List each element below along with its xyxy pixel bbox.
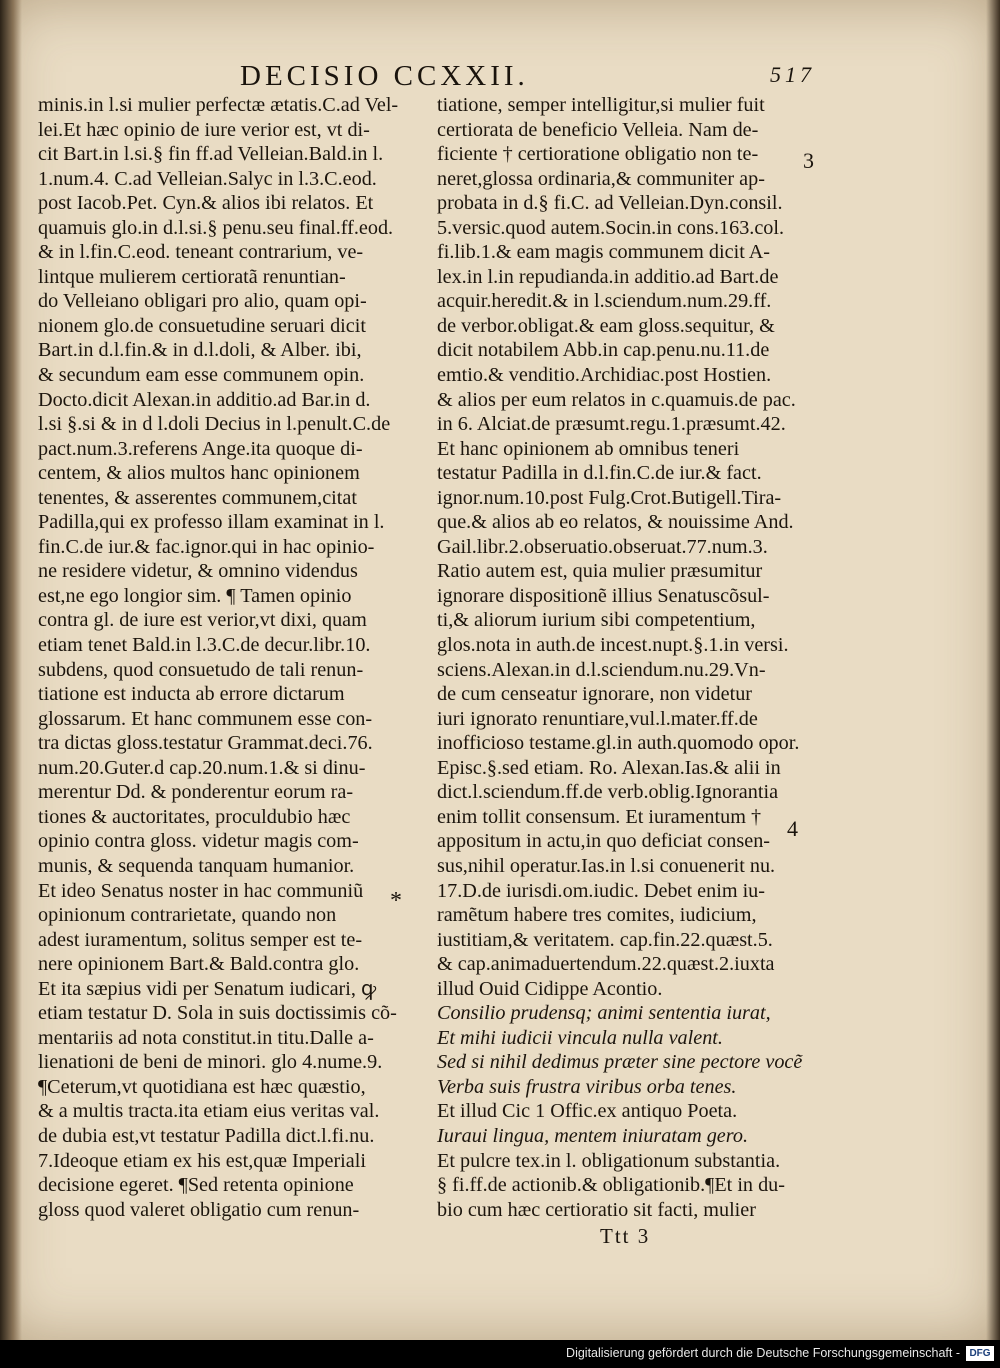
text-line: Consilio prudensq; animi sententia iurat,: [437, 1002, 771, 1025]
text-line: num.20.Guter.d cap.20.num.1.& si dinu-: [38, 756, 366, 779]
text-line: munis, & sequenda tanquam humanior.: [38, 854, 355, 877]
text-line: lintque mulierem certioratã renuntian-: [38, 265, 346, 288]
text-line: merentur Dd. & ponderentur eorum ra-: [38, 781, 354, 804]
right-text-column: [437, 93, 805, 1222]
text-line: certiorata de beneficio Velleia. Nam de-: [437, 118, 759, 141]
text-line: Et hanc opinionem ab omnibus teneri: [437, 437, 740, 460]
text-line: Et illud Cic 1 Offic.ex antiquo Poeta.: [437, 1100, 738, 1123]
scan-left-edge: [0, 0, 22, 1340]
text-line: de dubia est,vt testatur Padilla dict.l.fi.nu.: [38, 1124, 375, 1147]
text-line: ramẽtum habere tres comites, iudicium,: [437, 904, 757, 927]
text-line: Et ideo Senatus noster in hac communiũ: [38, 879, 364, 902]
text-line: adest iuramentum, solitus semper est te-: [38, 928, 363, 951]
text-line: inofficioso testame.gl.in auth.quomodo opor.: [437, 732, 800, 755]
dfg-logo: DFG: [966, 1346, 994, 1361]
text-line: bio cum hæc certioratio sit facti, mulier: [437, 1198, 756, 1221]
text-line: minis.in l.si mulier perfectæ ætatis.C.ad Vel-: [38, 94, 399, 116]
text-line: do Velleiano obligari pro alio, quam opi-: [38, 290, 367, 313]
text-line: tiatione, semper intelligitur,si mulier fuit: [437, 94, 765, 116]
text-line: illud Ouid Cidippe Acontio.: [437, 977, 663, 1000]
margin-note-3: 3: [803, 148, 814, 173]
text-line: probata in d.§ fi.C. ad Velleian.Dyn.consil.: [437, 192, 783, 215]
text-line: lienationi de beni de minori. glo 4.nume.9.: [38, 1051, 383, 1074]
text-line: lei.Et hæc opinio de iure verior est, vt di-: [38, 118, 370, 141]
text-line: Sed si nihil dedimus præter sine pectore vocẽ: [437, 1051, 803, 1074]
text-line: 7.Ideoque etiam ex his est,quæ Imperiali: [38, 1149, 366, 1172]
text-line: que.& alios ab eo relatos, & nouissime And.: [437, 511, 794, 534]
text-line: Verba suis frustra viribus orba tenes.: [437, 1075, 737, 1098]
text-line: lex.in l.in repudianda.in additio.ad Bart.de: [437, 265, 779, 288]
text-line: & cap.animaduertendum.22.quæst.2.iuxta: [437, 953, 775, 976]
text-line: Docto.dicit Alexan.in additio.ad Bar.in d.: [38, 388, 371, 411]
text-line: est,ne ego longior sim. ¶ Tamen opinio: [38, 584, 352, 607]
text-line: de verbor.obligat.& eam gloss.sequitur, &: [437, 314, 775, 337]
text-line: Bart.in d.l.fin.& in d.l.doli, & Alber. ibi,: [38, 339, 362, 362]
text-line: 5.versic.quod autem.Socin.in cons.163.col.: [437, 216, 785, 239]
footer-credit-text: Digitalisierung gefördert durch die Deutsche Forschungsgemeinschaft -: [566, 1346, 960, 1360]
text-line: dicit notabilem Abb.in cap.penu.nu.11.de: [437, 339, 770, 362]
text-line: quamuis glo.in d.l.si.§ penu.seu final.ff.eod.: [38, 216, 394, 239]
text-line: opinionum contrarietate, quando non: [38, 904, 337, 927]
text-line: subdens, quod consuetudo de tali renun-: [38, 658, 364, 681]
text-line: in 6. Alciat.de præsumt.regu.1.præsumt.42.: [437, 413, 786, 436]
text-line: glos.nota in auth.de incest.nupt.§.1.in versi.: [437, 634, 789, 657]
text-line: ¶Ceterum,vt quotidiana est hæc quæstio,: [38, 1075, 366, 1098]
text-line: Gail.libr.2.obseruatio.obseruat.77.num.3.: [437, 535, 768, 558]
text-line: fin.C.de iur.& fac.ignor.qui in hac opinio-: [38, 535, 375, 558]
text-line: Iuraui lingua, mentem iniuratam gero.: [437, 1124, 749, 1147]
text-line: de cum censeatur ignorare, non videtur: [437, 683, 753, 706]
text-line: fi.lib.1.& eam magis communem dicit A-: [437, 241, 771, 264]
text-line: sus,nihil operatur.Ias.in l.si conuenerit nu.: [437, 854, 776, 877]
text-line: tra dictas gloss.testatur Grammat.deci.76.: [38, 732, 373, 755]
text-line: etiam tenet Bald.in l.3.C.de decur.libr.10.: [38, 634, 371, 657]
text-line: opinio contra gloss. videtur magis com-: [38, 830, 359, 853]
text-line: centem, & alios multos hanc opinionem: [38, 462, 360, 485]
text-line: cit Bart.in l.si.§ fin ff.ad Velleian.Bald.in l.: [38, 143, 384, 166]
text-line: sciens.Alexan.in d.l.sciendum.nu.29.Vn-: [437, 658, 766, 681]
text-line: Et mihi iudicii vincula nulla valent.: [437, 1026, 723, 1049]
text-line: § fi.ff.de actionib.& obligationib.¶Et in du-: [437, 1174, 785, 1197]
scan-right-edge: [986, 0, 1000, 1340]
text-line: nionem glo.de consuetudine seruari dicit: [38, 314, 366, 337]
text-line: nere opinionem Bart.& Bald.contra glo.: [38, 953, 360, 976]
text-line: ne residere videtur, & omnino videndus: [38, 560, 358, 583]
text-line: ignor.num.10.post Fulg.Crot.Butigell.Tira-: [437, 486, 782, 509]
text-line: ti,& aliorum iurium sibi competentium,: [437, 609, 756, 632]
text-line: ficiente † certioratione obligatio non te-: [437, 143, 759, 166]
text-line: Ratio autem est, quia mulier præsumitur: [437, 560, 763, 583]
text-line: tenentes, & asserentes communem,citat: [38, 486, 357, 509]
text-line: & secundum eam esse communem opin.: [38, 364, 365, 387]
text-line: dict.l.sciendum.ff.de verb.oblig.Ignorantia: [437, 781, 779, 804]
text-line: contra gl. de iure est verior,vt dixi, quam: [38, 609, 367, 632]
text-line: glossarum. Et hanc communem esse con-: [38, 707, 373, 730]
text-line: 1.num.4. C.ad Velleian.Salyc in l.3.C.eod.: [38, 167, 377, 190]
left-text-column: [38, 93, 399, 1222]
text-line: neret,glossa ordinaria,& communiter ap-: [437, 167, 765, 190]
page-number: 517: [770, 62, 815, 87]
text-line: l.si §.si & in d l.doli Decius in l.penult.C.de: [38, 413, 391, 436]
text-line: post Iacob.Pet. Cyn.& alios ibi relatos. Et: [38, 192, 374, 215]
text-line: mentariis ad nota constitut.in titu.Dalle a-: [38, 1026, 374, 1049]
text-line: enim tollit consensum. Et iuramentum †: [437, 805, 762, 828]
text-line: & alios per eum relatos in c.quamuis.de pac.: [437, 388, 796, 411]
margin-note-4: 4: [787, 816, 798, 841]
text-line: tiatione est inducta ab errore dictarum: [38, 683, 345, 706]
header-title: DECISIO CCXXII.: [240, 60, 529, 92]
text-line: decisione egeret. ¶Sed retenta opinione: [38, 1174, 354, 1197]
text-line: pact.num.3.referens Ange.ita quoque di-: [38, 437, 363, 460]
text-line: iustitiam,& veritatem. cap.fin.22.quæst.5.: [437, 928, 773, 951]
text-line: Episc.§.sed etiam. Ro. Alexan.Ias.& alii in: [437, 756, 781, 779]
text-line: Padilla,qui ex professo illam examinat in l.: [38, 511, 385, 534]
text-line: appositum in actu,in quo deficiat consen-: [437, 830, 771, 853]
text-line: etiam testatur D. Sola in suis doctissimis cõ-: [38, 1002, 397, 1025]
text-line: & a multis tracta.ita etiam eius veritas val.: [38, 1100, 380, 1123]
text-line: ignorare dispositionẽ illius Senatuscõsul-: [437, 584, 770, 607]
text-line: acquir.heredit.& in l.sciendum.num.29.ff.: [437, 290, 772, 313]
text-line: Et pulcre tex.in l. obligationum substantia.: [437, 1149, 781, 1172]
signature-mark: Ttt 3: [600, 1224, 651, 1248]
text-line: gloss quod valeret obligatio cum renun-: [38, 1198, 360, 1221]
text-line: & in l.fin.C.eod. teneant contrarium, ve-: [38, 241, 364, 264]
text-line: iuri ignorato renuntiare,vul.l.mater.ff.de: [437, 707, 758, 730]
margin-asterisk: *: [390, 888, 402, 914]
text-line: Et ita sæpius vidi per Senatum iudicari, ꝙ: [38, 977, 377, 1000]
text-line: testatur Padilla in d.l.fin.C.de iur.& fact.: [437, 462, 762, 485]
text-line: emtio.& venditio.Archidiac.post Hostien.: [437, 364, 772, 387]
digitization-footer: [0, 1340, 1000, 1368]
text-line: tiones & auctoritates, proculdubio hæc: [38, 805, 351, 828]
text-line: 17.D.de iurisdi.om.iudic. Debet enim iu-: [437, 879, 765, 902]
